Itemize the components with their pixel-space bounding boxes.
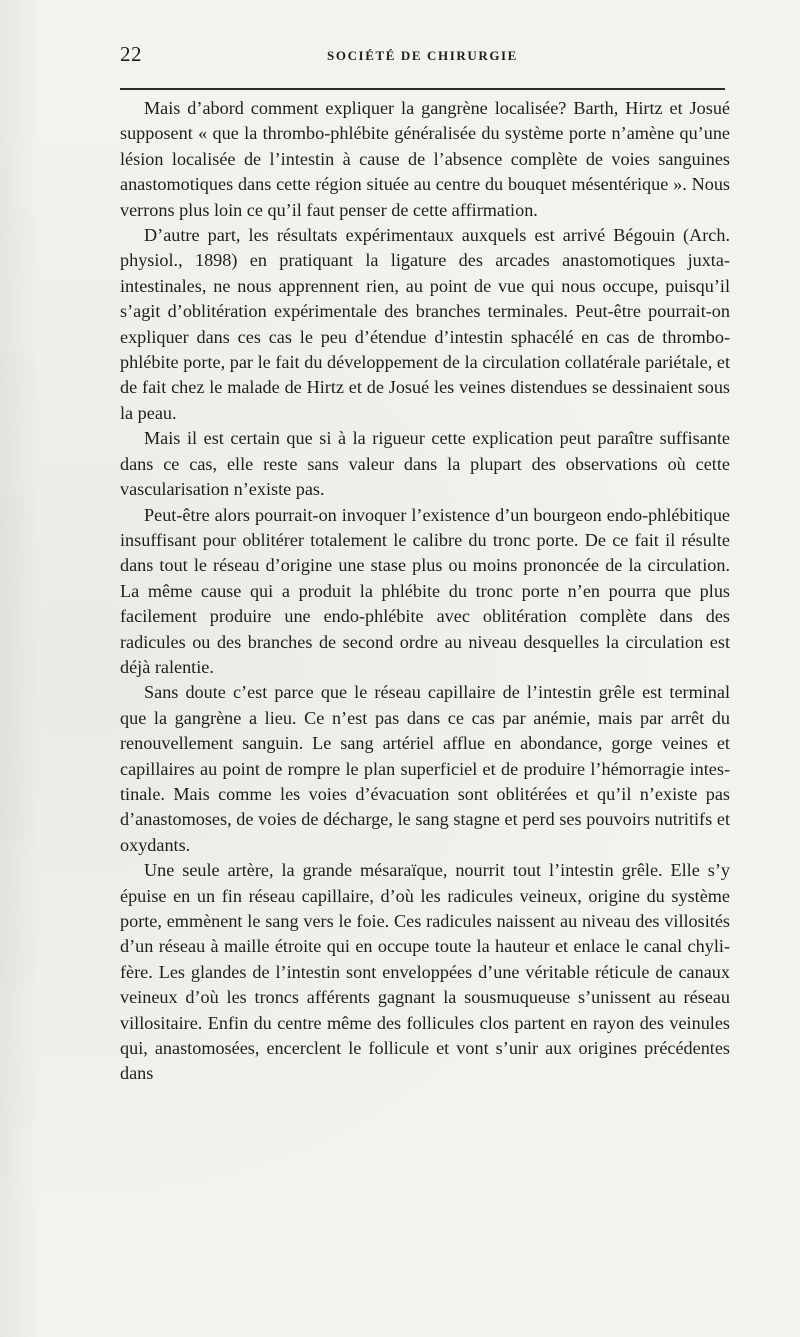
paragraph-6: Une seule artère, la grande mésaraïque, nourrit tout l’intestin grêle. Elle s’y épuise en un fin réseau capillaire, d’où les radicules veineux, origine du système porte, emmènent le sang vers le foie. Ces radicules naissent au niveau des villosités d’un réseau à maille étroite qui en occupe toute la hauteur et enlace le canal chylifère. Les glandes de l’intestin sont enveloppées d’une véritable réticule de canaux veineux d’où les troncs afférents gagnant la sousmuqueuse s’unissent au réseau villositaire. Enfin du centre même des follicules clos partent en rayon des veinules qui, anastomosées, encerclent le follicule et vont s’unir aux origines précédentes dans xyxy=(120,860,730,1084)
running-title: SOCIÉTÉ DE CHIRURGIE xyxy=(327,48,518,63)
body-text xyxy=(120,96,730,1087)
header-rule xyxy=(120,88,725,90)
page-number: 22 xyxy=(120,42,142,66)
paragraph-2: D’autre part, les résultats expérimentaux auxquels est arrivé Bégouin (Arch. physiol., 1898) en pratiquant la ligature des arcades anastomotiques juxta-intestinales, ne nous apprennent rien, au point de vue qui nous occupe, puisqu’il s’agit d’oblitération expérimentale des branches terminales. Peut-être pourrait-on expliquer dans ces cas le peu d’étendue d’intestin sphacélé en cas de thrombo-phlébite porte, par le fait du développement de la circulation collatérale pariétale, et de fait chez le malade de Hirtz et de Josué les veines distendues se dessinaient sous la peau. xyxy=(120,225,730,423)
paragraph-5: Sans doute c’est parce que le réseau capillaire de l’intestin grêle est terminal que la gangrène a lieu. Ce n’est pas dans ce cas par anémie, mais par arrêt du renouvellement sanguin. Le sang artériel afflue en abondance, gorge veines et capillaires au point de rompre le plan superficiel et de produire l’hémorragie intestinale. Mais comme les voies d’évacuation sont oblitérées et qu’il n’existe pas d’anastomoses, de voies de décharge, le sang stagne et perd ses pouvoirs nutritifs et oxydants. xyxy=(120,682,730,855)
page-header xyxy=(120,42,725,72)
paragraph-3: Mais il est certain que si à la rigueur cette explication peut paraître suffisante dans ce cas, elle reste sans valeur dans la plupart des observations où cette vascularisation n’existe pas. xyxy=(120,428,730,500)
paragraph-1: Mais d’abord comment expliquer la gangrène localisée? Barth, Hirtz et Josué supposent « que la thrombo-phlébite généralisée du système porte n’amène qu’une lésion localisée de l’intestin à cause de l’absence complète de voies sanguines anastomotiques dans cette région située au centre du bouquet mésentérique ». Nous verrons plus loin ce qu’il faut penser de cette affirmation. xyxy=(120,98,730,220)
paragraph-4: Peut-être alors pourrait-on invoquer l’existence d’un bourgeon endo-phlébitique insuffisant pour oblitérer totalement le calibre du tronc porte. De ce fait il résulte dans tout le réseau d’origine une stase plus ou moins prononcée de la circulation. La même cause qui a produit la phlébite du tronc porte n’en pourra que plus facilement produire une endo-phlébite avec oblitération complète dans des radicules ou des branches de second ordre au niveau desquelles la circulation est déjà ralentie. xyxy=(120,504,730,677)
